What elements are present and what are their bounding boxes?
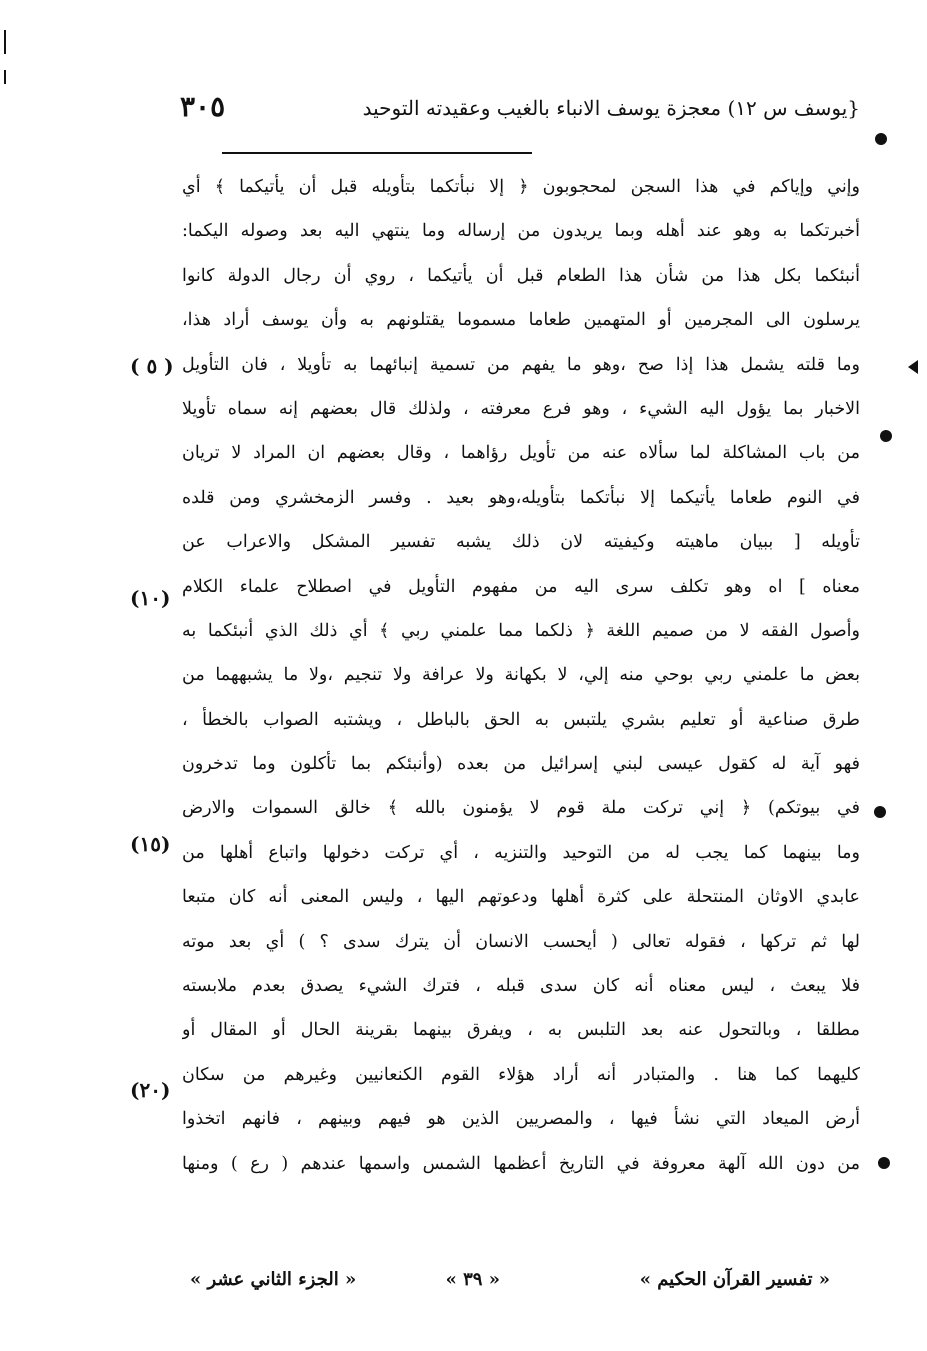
page-footer	[190, 1263, 830, 1299]
punch-hole-icon	[880, 430, 892, 442]
text-line: مطلقا ، وبالتحول عنه بعد التلبس به ، ويفرق بينهما بقرينة الحال أو المقال أو	[182, 1020, 860, 1041]
text-line: تأويله [ ببيان ماهيته وكيفيته لان ذلك يشبه تفسير المشكل والاعراب عن	[182, 532, 860, 553]
text-line: كليهما كما هنا . والمتبادر أنه أراد هؤلاء القوم الكنعانيين وغيرهم من سكان	[182, 1064, 860, 1085]
header-title: {يوسف س ١٢) معجزة يوسف الانباء بالغيب وعقيدته التوحيد	[362, 96, 860, 120]
text-line: أنبئكما بكل هذا من شأن هذا الطعام قبل أن يأتيكما ، روي أن رجال الدولة كانوا	[182, 265, 860, 286]
footer-part: « الجزء الثاني عشر »	[190, 1269, 357, 1290]
page-number: ٣٠٥	[180, 90, 226, 123]
text-line: أرض الميعاد التي نشأ فيها ، والمصريين الذين هو فيهم وبينهم ، فانهم اتخذوا	[182, 1109, 860, 1130]
running-header	[180, 90, 860, 134]
line-number-marker: (٢٠)	[130, 1078, 171, 1102]
punch-hole-icon	[874, 806, 886, 818]
body-text	[182, 165, 860, 1186]
text-line: في بيوتكم) ﴿ إني تركت ملة قوم لا يؤمنون بالله ﴾ خالق السموات والارض	[182, 798, 860, 819]
text-line: يرسلون الى المجرمين أو المتهمين طعاما مسموما يقتلونهم به وأن يوسف أراد هذا،	[182, 310, 860, 331]
text-line: عابدي الاوثان المنتحلة على كثرة أهلها ودعوتهم اليها ، وليس المعنى أنه كان متبعا	[182, 887, 860, 908]
text-line: بعض ما علمني ربي بوحي منه إلي، لا بكهانة ولا عرافة ولا تنجيم ،ولا ما يشبههما من	[182, 665, 860, 686]
text-line: وإني وإياكم في هذا السجن لمحجوبون ﴿ إلا نبأتكما بتأويله قبل أن يأتيكما ﴾ أي	[182, 177, 860, 197]
margin-arrow-icon	[908, 360, 918, 374]
text-line: فلا يبعث ، ليس معناه أنه كان سدى قبله ، فترك الشيء يصدق بعدم ملابسته	[182, 976, 860, 997]
punch-hole-icon	[878, 1157, 890, 1169]
text-line: طرق صناعية أو تعليم بشري يلتبس به الحق بالباطل ، ويشتبه الصواب بالخطأ ،	[182, 709, 860, 730]
footer-book-title: « تفسير القرآن الحكيم »	[639, 1269, 830, 1290]
scan-edge-mark	[4, 70, 6, 84]
header-rule	[222, 152, 532, 154]
line-number-marker: ( ٥ )	[130, 354, 174, 378]
footer-number: « ٣٩ »	[445, 1269, 500, 1290]
punch-hole-icon	[875, 133, 887, 145]
scan-edge-mark	[4, 30, 6, 54]
text-line: فهو آية له كقول عيسى لبني إسرائيل من بعده (وأنبئكم بما تأكلون وما تدخرون	[182, 754, 860, 775]
text-line: في النوم طعاما يأتيكما إلا نبأتكما بتأويله،وهو بعيد . وفسر الزمخشري ومن قلده	[182, 487, 860, 508]
line-number-marker: (١٠)	[130, 586, 171, 610]
text-line: أخبرتكما به وهو عند أهله وبما يريدون من إرساله وما ينتهي اليه بعد وصوله اليكما:	[182, 221, 860, 242]
text-line: الاخبار بما يؤول اليه الشيء ، وهو فرع معرفته ، ولذلك قال بعضهم إنه سماه تأويلا	[182, 398, 860, 419]
text-line: من دون الله آلهة معروفة في التاريخ أعظمها الشمس واسمها عندهم ( رع ) ومنها	[182, 1153, 860, 1174]
text-line: وما قلته يشمل هذا إذا صح ،وهو ما يفهم من تسمية إنبائهما به تأويلا ، فان التأويل	[182, 354, 860, 375]
text-line: لها ثم تركها ، فقوله تعالى ( أيحسب الانسان أن يترك سدى ؟ ) أي بعد موته	[182, 931, 860, 952]
text-line: وما بينهما كما يجب له من التوحيد والتنزيه ، أي تركت دخولها واتباع أهلها من	[182, 842, 860, 863]
text-line: وأصول الفقه لا من صميم اللغة ﴿ ذلكما مما علمني ربي ﴾ أي ذلك الذي أنبئكما به	[182, 620, 860, 641]
text-line: من باب المشاكلة لما سألاه عنه من تأويل رؤاهما ، وقال بعضهم ان المراد لا تريان	[182, 443, 860, 464]
line-number-marker: (١٥)	[130, 832, 171, 856]
text-line: معناه ] اه وهو تكلف سرى اليه من مفهوم التأويل في اصطلاح علماء الكلام	[182, 576, 860, 597]
